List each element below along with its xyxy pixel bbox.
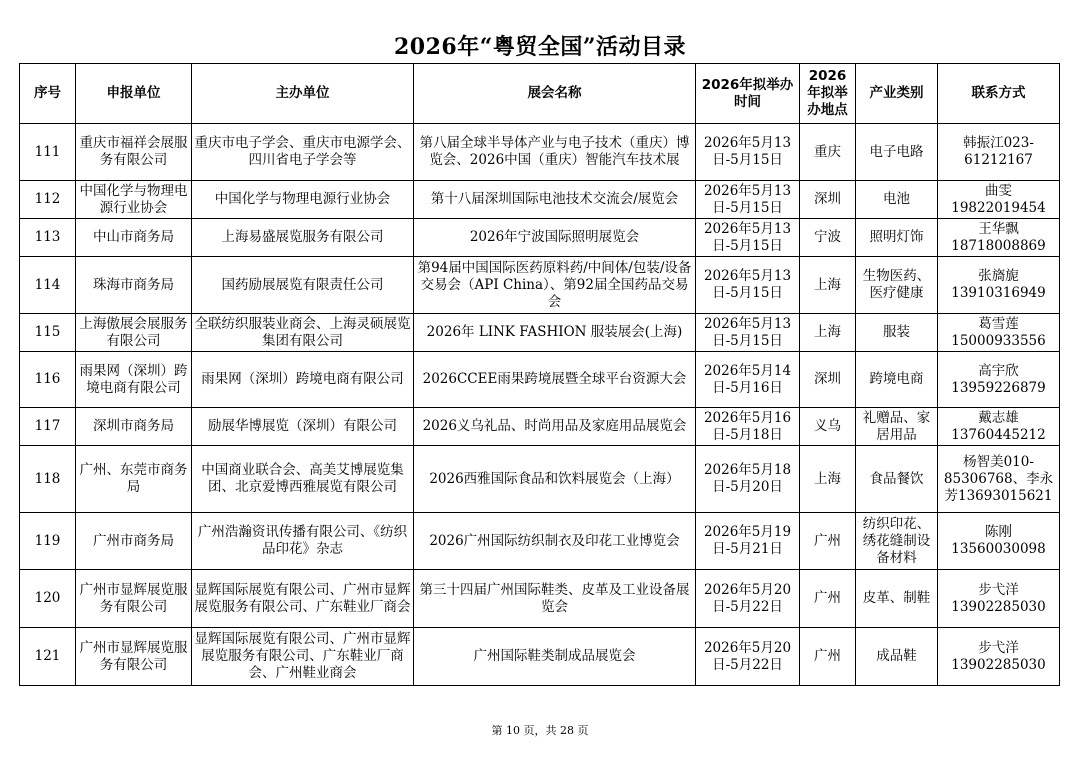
- header-time: 2026年拟举办时间: [696, 64, 800, 124]
- cell-seq: 112: [20, 181, 76, 219]
- cell-exhibition: 第94届中国国际医药原料药/中间体/包装/设备交易会（API China）、第92届全国药品交易会: [414, 257, 696, 314]
- cell-contact: 步弋洋13902285030: [938, 570, 1060, 628]
- table-row: [20, 181, 1060, 219]
- cell-industry: 电池: [856, 181, 938, 219]
- cell-seq: 113: [20, 219, 76, 257]
- cell-time: 2026年5月16日-5月18日: [696, 408, 800, 446]
- cell-seq: 116: [20, 352, 76, 408]
- cell-applicant: 中山市商务局: [76, 219, 192, 257]
- table-row: [20, 628, 1060, 686]
- cell-organizer: 显辉国际展览有限公司、广州市显辉展览服务有限公司、广东鞋业厂商会、广州鞋业商会: [192, 628, 414, 686]
- cell-time: 2026年5月18日-5月20日: [696, 446, 800, 513]
- cell-contact: 戴志雄13760445212: [938, 408, 1060, 446]
- cell-applicant: 上海傲展会展服务有限公司: [76, 314, 192, 352]
- cell-exhibition: 第八届全球半导体产业与电子技术（重庆）博览会、2026中国（重庆）智能汽车技术展: [414, 124, 696, 181]
- cell-place: 重庆: [800, 124, 856, 181]
- cell-industry: 纺织印花、绣花缝制设备材料: [856, 513, 938, 570]
- cell-time: 2026年5月13日-5月15日: [696, 219, 800, 257]
- header-industry: 产业类别: [856, 64, 938, 124]
- cell-place: 上海: [800, 257, 856, 314]
- cell-organizer: 励展华博展览（深圳）有限公司: [192, 408, 414, 446]
- table-row: [20, 408, 1060, 446]
- cell-seq: 117: [20, 408, 76, 446]
- cell-industry: 礼赠品、家居用品: [856, 408, 938, 446]
- table-row: [20, 124, 1060, 181]
- cell-contact: 陈刚13560030098: [938, 513, 1060, 570]
- cell-industry: 照明灯饰: [856, 219, 938, 257]
- table-row: [20, 513, 1060, 570]
- table-row: [20, 219, 1060, 257]
- activity-table: [19, 63, 1060, 686]
- cell-exhibition: 2026西雅国际食品和饮料展览会（上海）: [414, 446, 696, 513]
- cell-exhibition: 2026义乌礼品、时尚用品及家庭用品展览会: [414, 408, 696, 446]
- cell-place: 广州: [800, 628, 856, 686]
- cell-applicant: 广州市显辉展览服务有限公司: [76, 628, 192, 686]
- cell-contact: 王华飘18718008869: [938, 219, 1060, 257]
- cell-place: 深圳: [800, 181, 856, 219]
- header-contact: 联系方式: [938, 64, 1060, 124]
- cell-contact: 葛雪莲15000933556: [938, 314, 1060, 352]
- cell-organizer: 广州浩瀚资讯传播有限公司、《纺织品印花》杂志: [192, 513, 414, 570]
- header-row: [20, 64, 1060, 124]
- cell-time: 2026年5月13日-5月15日: [696, 124, 800, 181]
- cell-industry: 食品餐饮: [856, 446, 938, 513]
- cell-organizer: 显辉国际展览有限公司、广州市显辉展览服务有限公司、广东鞋业厂商会: [192, 570, 414, 628]
- cell-seq: 114: [20, 257, 76, 314]
- cell-exhibition: 第十八届深圳国际电池技术交流会/展览会: [414, 181, 696, 219]
- cell-organizer: 全联纺织服装业商会、上海灵硕展览集团有限公司: [192, 314, 414, 352]
- cell-seq: 119: [20, 513, 76, 570]
- cell-exhibition: 2026年宁波国际照明展览会: [414, 219, 696, 257]
- cell-applicant: 广州市商务局: [76, 513, 192, 570]
- cell-industry: 皮革、制鞋: [856, 570, 938, 628]
- cell-seq: 115: [20, 314, 76, 352]
- cell-time: 2026年5月20日-5月22日: [696, 628, 800, 686]
- cell-seq: 111: [20, 124, 76, 181]
- cell-contact: 韩振江023-61212167: [938, 124, 1060, 181]
- cell-seq: 121: [20, 628, 76, 686]
- cell-time: 2026年5月13日-5月15日: [696, 181, 800, 219]
- cell-place: 上海: [800, 314, 856, 352]
- cell-organizer: 中国商业联合会、高美艾博展览集团、北京爱博西雅展览有限公司: [192, 446, 414, 513]
- cell-organizer: 上海易盛展览服务有限公司: [192, 219, 414, 257]
- cell-seq: 118: [20, 446, 76, 513]
- cell-exhibition: 2026年 LINK FASHION 服装展会(上海): [414, 314, 696, 352]
- cell-contact: 高宇欣13959226879: [938, 352, 1060, 408]
- cell-time: 2026年5月19日-5月21日: [696, 513, 800, 570]
- cell-time: 2026年5月13日-5月15日: [696, 314, 800, 352]
- cell-time: 2026年5月13日-5月15日: [696, 257, 800, 314]
- cell-industry: 服装: [856, 314, 938, 352]
- cell-applicant: 珠海市商务局: [76, 257, 192, 314]
- cell-organizer: 中国化学与物理电源行业协会: [192, 181, 414, 219]
- cell-contact: 张旖旎13910316949: [938, 257, 1060, 314]
- header-organizer: 主办单位: [192, 64, 414, 124]
- table-row: [20, 257, 1060, 314]
- cell-place: 广州: [800, 513, 856, 570]
- cell-applicant: 广州市显辉展览服务有限公司: [76, 570, 192, 628]
- cell-organizer: 国药励展展览有限责任公司: [192, 257, 414, 314]
- cell-time: 2026年5月20日-5月22日: [696, 570, 800, 628]
- cell-applicant: 深圳市商务局: [76, 408, 192, 446]
- table-row: [20, 314, 1060, 352]
- cell-exhibition: 2026广州国际纺织制衣及印花工业博览会: [414, 513, 696, 570]
- cell-exhibition: 第三十四届广州国际鞋类、皮革及工业设备展览会: [414, 570, 696, 628]
- table-row: [20, 570, 1060, 628]
- cell-place: 义乌: [800, 408, 856, 446]
- cell-applicant: 重庆市福祥会展服务有限公司: [76, 124, 192, 181]
- cell-organizer: 雨果网（深圳）跨境电商有限公司: [192, 352, 414, 408]
- cell-industry: 成品鞋: [856, 628, 938, 686]
- cell-organizer: 重庆市电子学会、重庆市电源学会、四川省电子学会等: [192, 124, 414, 181]
- cell-place: 广州: [800, 570, 856, 628]
- cell-contact: 杨智美010-85306768、李永芳13693015621: [938, 446, 1060, 513]
- header-seq: 序号: [20, 64, 76, 124]
- cell-applicant: 雨果网（深圳）跨境电商有限公司: [76, 352, 192, 408]
- header-exhibition: 展会名称: [414, 64, 696, 124]
- cell-applicant: 中国化学与物理电源行业协会: [76, 181, 192, 219]
- header-place: 2026年拟举办地点: [800, 64, 856, 124]
- cell-exhibition: 广州国际鞋类制成品展览会: [414, 628, 696, 686]
- cell-contact: 步弋洋13902285030: [938, 628, 1060, 686]
- cell-industry: 跨境电商: [856, 352, 938, 408]
- page-title: 2026年“粤贸全国”活动目录: [393, 34, 687, 60]
- cell-place: 上海: [800, 446, 856, 513]
- header-applicant: 申报单位: [76, 64, 192, 124]
- cell-industry: 电子电路: [856, 124, 938, 181]
- cell-time: 2026年5月14日-5月16日: [696, 352, 800, 408]
- cell-place: 深圳: [800, 352, 856, 408]
- cell-industry: 生物医药、医疗健康: [856, 257, 938, 314]
- table-row: [20, 446, 1060, 513]
- cell-place: 宁波: [800, 219, 856, 257]
- page-footer: 第 10 页，共 28 页: [491, 724, 589, 737]
- cell-applicant: 广州、东莞市商务局: [76, 446, 192, 513]
- table-row: [20, 352, 1060, 408]
- cell-seq: 120: [20, 570, 76, 628]
- cell-contact: 曲雯19822019454: [938, 181, 1060, 219]
- cell-exhibition: 2026CCEE雨果跨境展暨全球平台资源大会: [414, 352, 696, 408]
